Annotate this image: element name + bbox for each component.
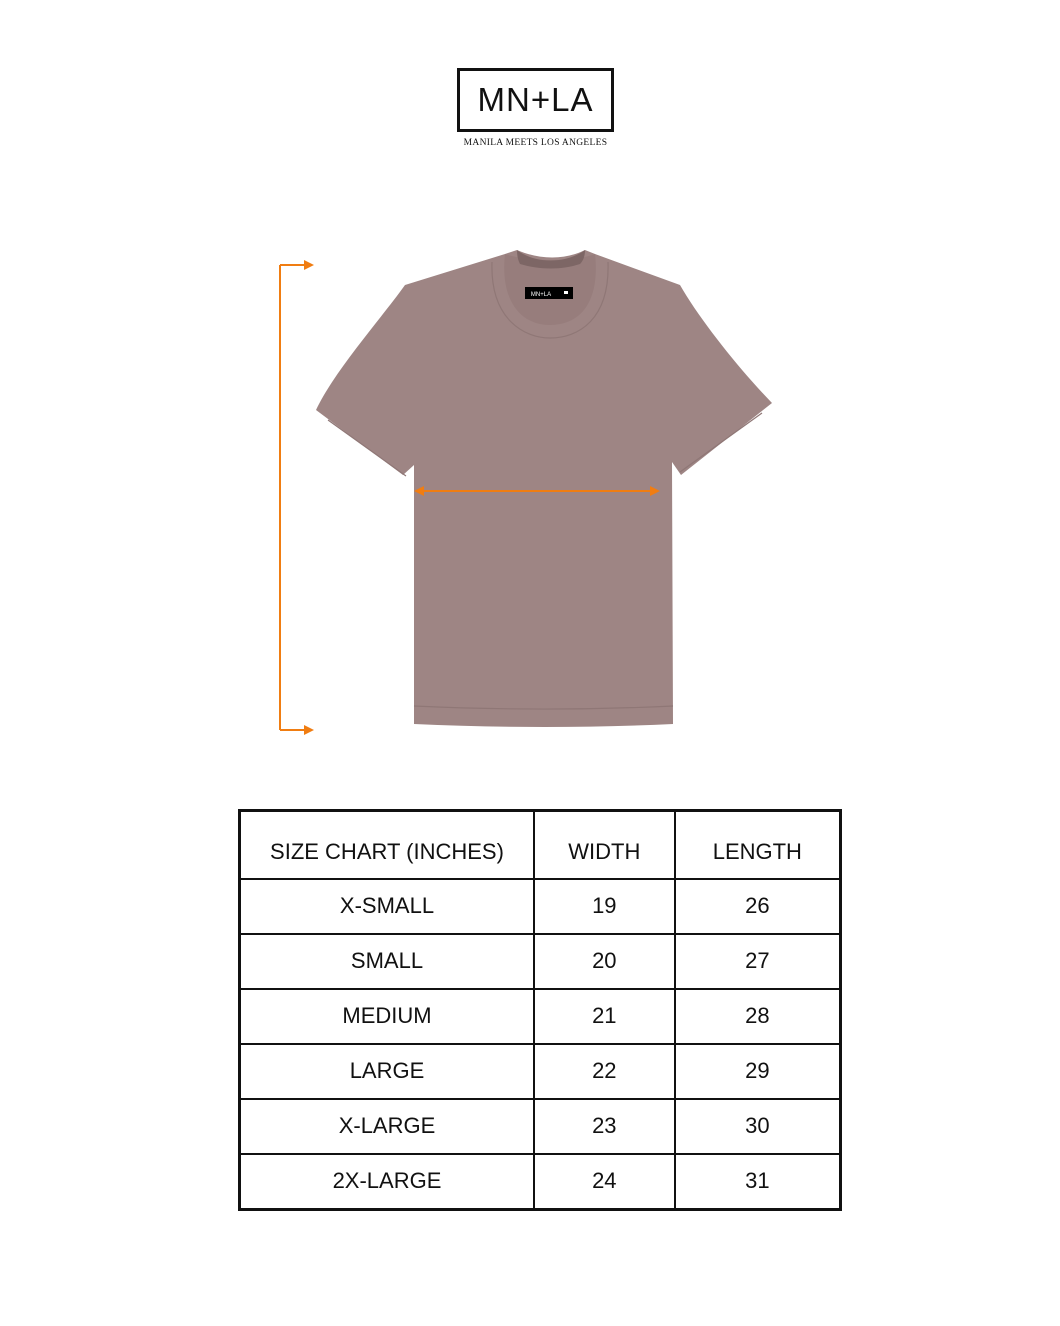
width-cell: 20 (534, 934, 675, 989)
length-cell: 27 (675, 934, 841, 989)
width-cell: 22 (534, 1044, 675, 1099)
length-cell: 31 (675, 1154, 841, 1210)
table-row (240, 989, 841, 1044)
table-row (240, 879, 841, 934)
table-row (240, 934, 841, 989)
size-cell: SMALL (240, 934, 534, 989)
length-cell: 28 (675, 989, 841, 1044)
size-cell: 2X-LARGE (240, 1154, 534, 1210)
table-header-row (240, 811, 841, 879)
width-cell: 24 (534, 1154, 675, 1210)
size-cell: X-LARGE (240, 1099, 534, 1154)
neck-label-text: MN+LA (530, 292, 552, 298)
size-cell: X-SMALL (240, 879, 534, 934)
logo-tagline: MANILA MEETS LOS ANGELES (463, 138, 608, 148)
length-measure-arrow (280, 260, 314, 735)
length-cell: 29 (675, 1044, 841, 1099)
length-cell: 30 (675, 1099, 841, 1154)
width-cell: 21 (534, 989, 675, 1044)
size-cell: LARGE (240, 1044, 534, 1099)
table-row (240, 1099, 841, 1154)
logo-text: MN+LA (477, 81, 594, 118)
size-chart-table (238, 809, 842, 1211)
header-width: WIDTH (534, 811, 675, 879)
header-size-chart: SIZE CHART (INCHES) (240, 811, 534, 879)
width-cell: 23 (534, 1099, 675, 1154)
width-cell: 19 (534, 879, 675, 934)
table-row (240, 1154, 841, 1210)
header-length: LENGTH (675, 811, 841, 879)
length-cell: 26 (675, 879, 841, 934)
table-row (240, 1044, 841, 1099)
size-cell: MEDIUM (240, 989, 534, 1044)
